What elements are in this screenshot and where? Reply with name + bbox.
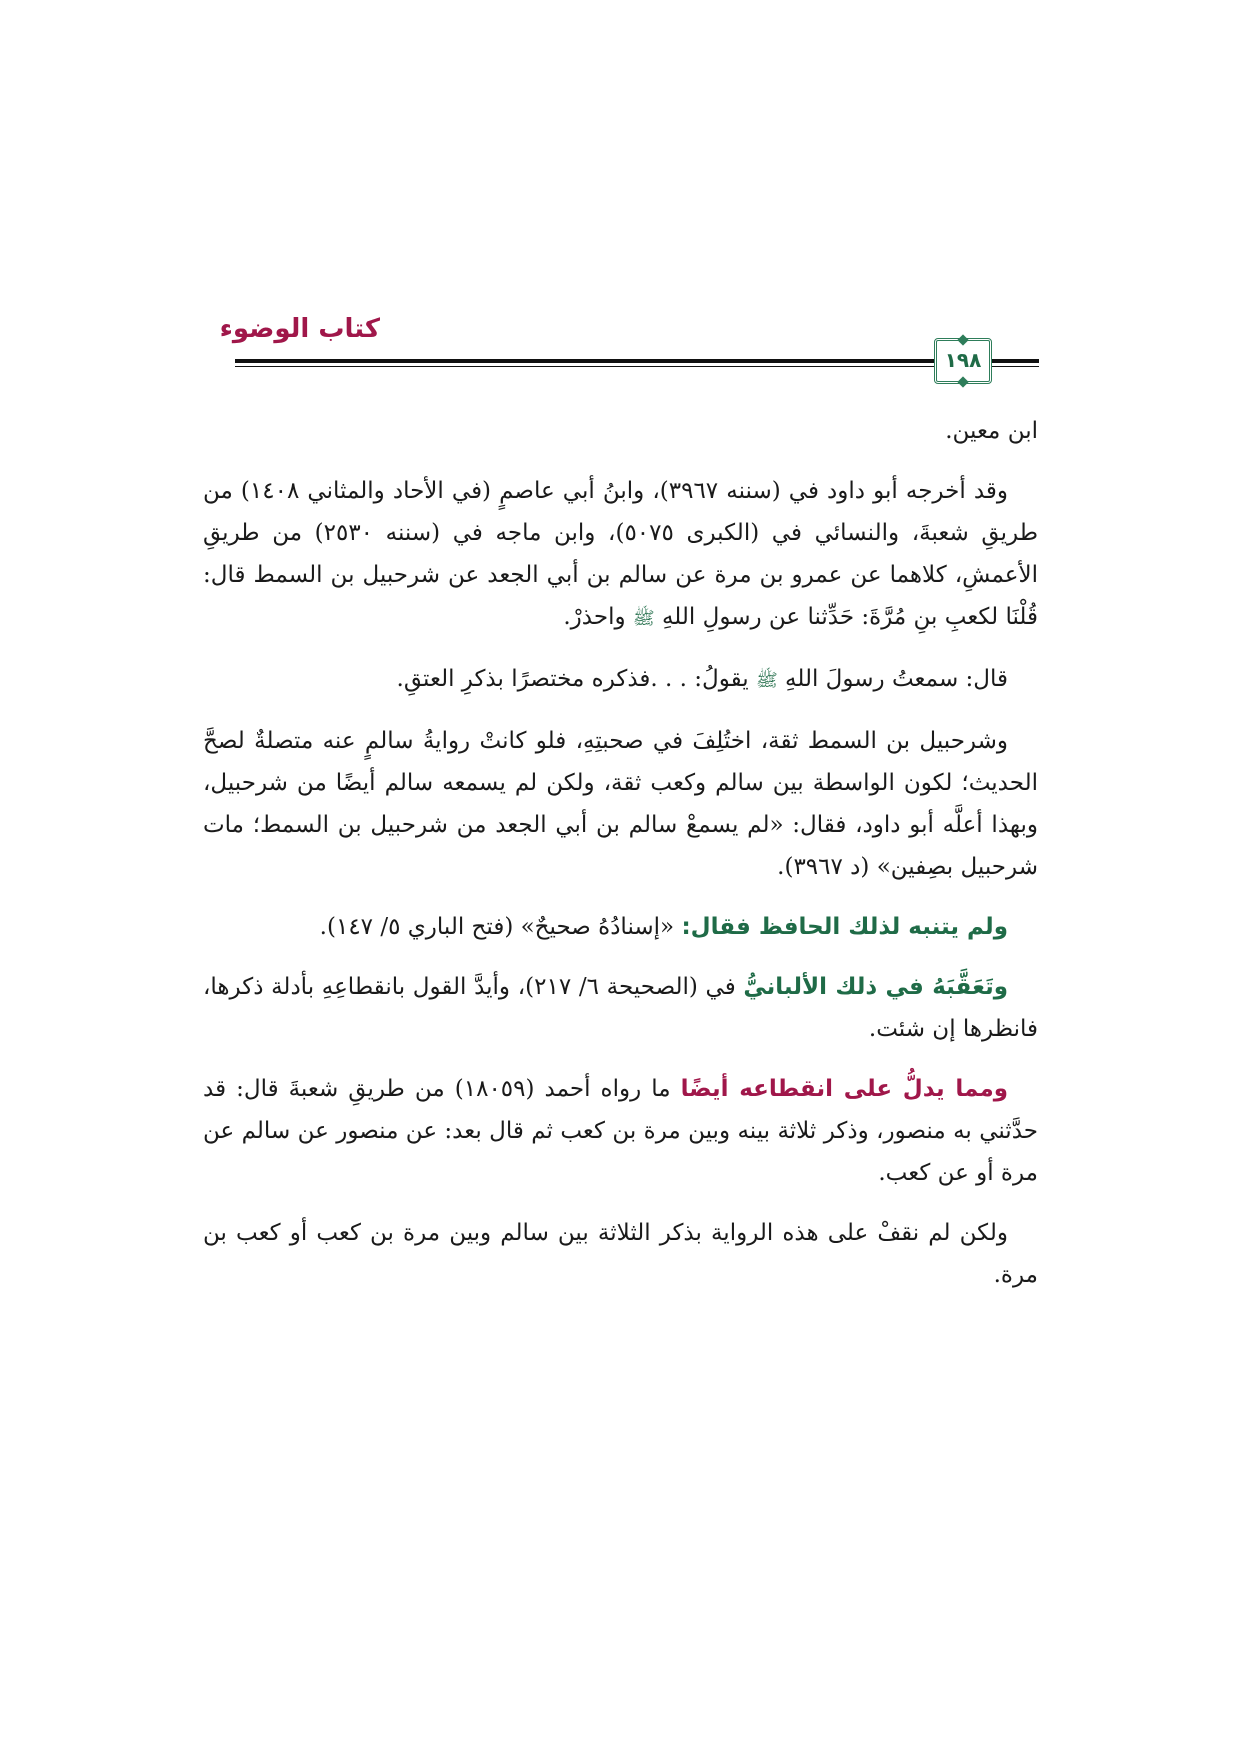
paragraph-3-tail: يقولُ: . . .فذكره مختصرًا بذكرِ العتقِ.: [396, 666, 749, 692]
header-rule-left-thin: [997, 366, 1039, 367]
salawat-glyph: ﷺ: [632, 608, 655, 629]
running-header-title: كتاب الوضوء: [219, 314, 380, 344]
paragraph-5-label: ولم يتنبه لذلك الحافظ فقال:: [681, 914, 1008, 940]
header-rule-thick: [235, 359, 1000, 363]
paragraph-4: وشرحبيل بن السمط ثقة، اختُلِفَ في صحبتِهِ، فلو كانتْ روايةُ سالمٍ عنه متصلةٌ لصحَّ الحديث؛ لكون الواسطة بين سالم وكعب ثقة، ولكن لم يسمعه سالم أيضًا من شرحبيل، وبهذا أعلَّه أبو داود، فقال: «لم يسمعْ سالم بن أبي الجعد من شرحبيل بن السمط؛ مات شرحبيل بصِفين» (د ٣٩٦٧).: [203, 728, 1038, 880]
header-rule-left-thick: [997, 359, 1039, 363]
paragraph-2: [203, 470, 1038, 640]
paragraph-5: [203, 906, 1038, 948]
salawat-glyph: ﷺ: [755, 670, 778, 691]
page-body: [203, 410, 1038, 1314]
paragraph-3: [203, 658, 1038, 702]
paragraph-5-text: «إسنادُهُ صحيحٌ» (فتح الباري ٥/ ١٤٧).: [319, 914, 675, 940]
paragraph-7-label: ومما يدلُّ على انقطاعه أيضًا: [680, 1076, 1009, 1102]
header-rule-thin: [235, 366, 1000, 367]
paragraph-2-text: وقد أخرجه أبو داود في (سننه ٣٩٦٧)، وابنُ أبي عاصمٍ (في الأحاد والمثاني ١٤٠٨) من طريقِ شعبةَ، والنسائي في (الكبرى ٥٠٧٥)، وابن ماجه في (سننه ٢٥٣٠) من طريقِ الأعمشِ، كلاهما عن عمرو بن مرة عن سالم بن أبي الجعد عن شرحبيل بن السمط قال: قُلْنَا لكعبِ بنِ مُرَّةَ: حَدِّثنا عن رسولِ اللهِ: [203, 478, 1038, 630]
paragraph-6-label: وتَعَقَّبَهُ في ذلك الألبانيُّ: [743, 974, 1009, 1000]
paragraph-2-tail: واحذرْ.: [563, 604, 626, 630]
paragraph-7-text: ما رواه أحمد (١٨٠٥٩) من طريقِ شعبةَ قال: قد حدَّثني به منصور، وذكر ثلاثة بينه وبين مرة بن كعب ثم قال بعد: عن منصور عن سالم عن مرة أو عن كعب.: [203, 1076, 1038, 1186]
paragraph-7: [203, 1068, 1038, 1194]
paragraph-6-text: في (الصحيحة ٦/ ٢١٧)، وأيدَّ القول بانقطاعِهِ بأدلة ذكرها، فانظرها إن شئت.: [203, 974, 1038, 1042]
paragraph-6: [203, 966, 1038, 1050]
paragraph-8: ولكن لم نقفْ على هذه الرواية بذكر الثلاثة بين سالم وبين مرة بن كعب أو كعب بن مرة.: [203, 1220, 1038, 1288]
paragraph-1: ابن معين.: [945, 418, 1038, 444]
page-number: ١٩٨: [944, 348, 982, 372]
paragraph-3-head: قال: سمعتُ رسولَ اللهِ: [785, 666, 1008, 692]
